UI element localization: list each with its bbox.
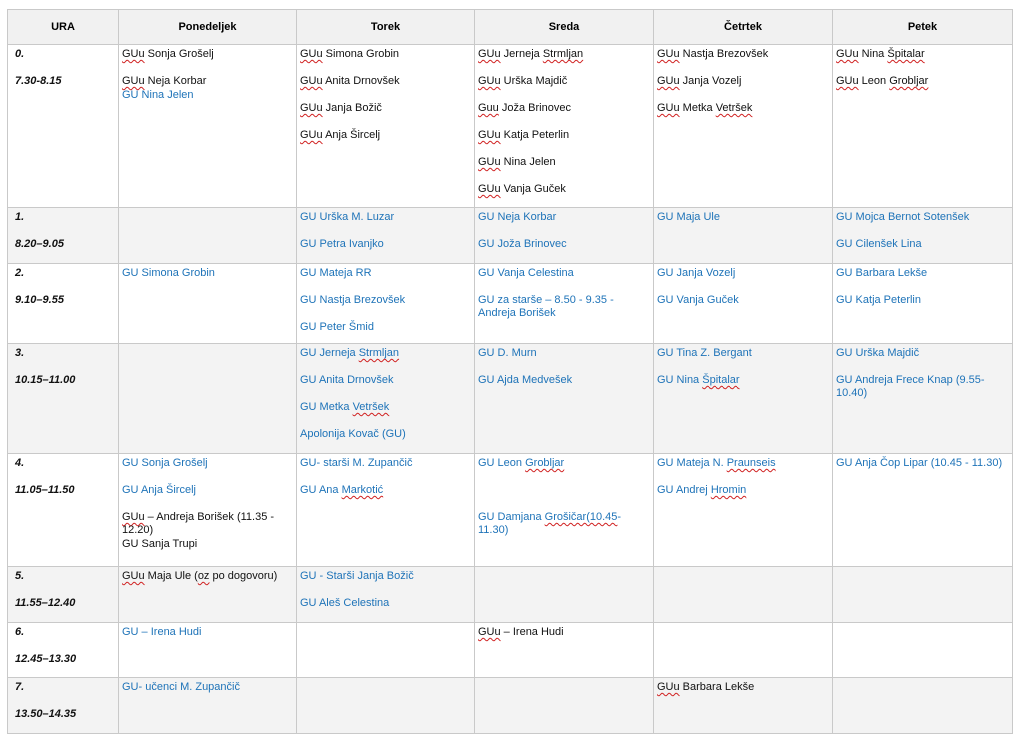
- slot-entry: GU Andreja Frece Knap (9.55-10.40): [836, 374, 985, 399]
- cell-sreda: [475, 344, 654, 454]
- slot-entry: GU Janja Vozelj: [657, 267, 736, 279]
- cell-cetrtek: [654, 45, 833, 208]
- cell-ponedeljek: [119, 264, 297, 344]
- slot-entry: GU Vanja Celestina: [478, 267, 574, 279]
- cell-petek: [833, 567, 1013, 623]
- table-row: [8, 45, 1013, 208]
- slot-entry: GUu Jerneja Strmljan: [478, 48, 584, 60]
- cell-cetrtek: [654, 567, 833, 623]
- slot-entry: GUu Simona Grobin: [300, 48, 400, 60]
- slot-entry: GU Ajda Medvešek: [478, 374, 573, 386]
- header-torek: Torek: [297, 10, 475, 45]
- slot-entry: GUu Metka Vetršek: [657, 102, 753, 114]
- slot-entry: GU Leon Grobljar: [478, 457, 565, 469]
- slot-entry: GU Metka Vetršek: [300, 401, 390, 413]
- slot-entry: GUu Sonja Grošelj: [122, 48, 214, 60]
- slot-entry: GU Sonja Grošelj: [122, 457, 208, 469]
- slot-entry: GUu Anita Drnovšek: [300, 75, 400, 87]
- period-time: 13.50–14.35: [15, 708, 77, 720]
- cell-petek: [833, 678, 1013, 734]
- slot-entry: GU Anja Šircelj: [122, 484, 196, 496]
- slot-entry: GU Nina Špitalar: [657, 374, 740, 386]
- period-time: 11.55–12.40: [15, 597, 76, 609]
- period-cell: [8, 623, 119, 678]
- table-row: [8, 264, 1013, 344]
- header-ura: URA: [8, 10, 119, 45]
- period-number: 7.: [15, 681, 25, 693]
- table-row: [8, 454, 1013, 567]
- header-petek: Petek: [833, 10, 1013, 45]
- cell-torek: [297, 454, 475, 567]
- slot-entry: GUu Katja Peterlin: [478, 129, 570, 141]
- slot-entry: GU Ana Markotić: [300, 484, 384, 496]
- slot-entry: Apolonija Kovač (GU): [300, 428, 406, 440]
- cell-cetrtek: [654, 208, 833, 264]
- period-number: 5.: [15, 570, 25, 582]
- slot-entry: GUu Urška Majdič: [478, 75, 568, 87]
- cell-sreda: [475, 678, 654, 734]
- cell-petek: [833, 623, 1013, 678]
- cell-sreda: [475, 454, 654, 567]
- slot-entry: GU Maja Ule: [657, 211, 720, 223]
- cell-petek: [833, 344, 1013, 454]
- table-row: [8, 344, 1013, 454]
- cell-petek: [833, 208, 1013, 264]
- cell-ponedeljek: [119, 45, 297, 208]
- slot-entry: GU Nina Jelen: [122, 89, 194, 101]
- slot-entry: GU Nastja Brezovšek: [300, 294, 406, 306]
- slot-entry: GU - Starši Janja Božič: [300, 570, 414, 582]
- period-number: 4.: [15, 457, 25, 469]
- slot-entry: GUu Janja Vozelj: [657, 75, 742, 87]
- slot-entry: GU Mojca Bernot Sotenšek: [836, 211, 970, 223]
- slot-entry: GUu Janja Božič: [300, 102, 382, 114]
- slot-entry: GU Jerneja Strmljan: [300, 347, 400, 359]
- slot-entry: GU- starši M. Zupančič: [300, 457, 413, 469]
- cell-cetrtek: [654, 454, 833, 567]
- slot-entry: GUu Nina Jelen: [478, 156, 556, 168]
- period-time: 12.45–13.30: [15, 653, 77, 665]
- cell-sreda: [475, 623, 654, 678]
- period-number: 3.: [15, 347, 25, 359]
- period-number: 0.: [15, 48, 25, 60]
- period-number: 1.: [15, 211, 25, 223]
- slot-entry: GU Mateja RR: [300, 267, 372, 279]
- period-cell: [8, 678, 119, 734]
- cell-sreda: [475, 264, 654, 344]
- slot-entry: GU D. Murn: [478, 347, 537, 359]
- slot-entry: GUu Maja Ule (oz po dogovoru): [122, 570, 278, 582]
- slot-entry: GUu Anja Šircelj: [300, 129, 381, 141]
- slot-entry: GU Anita Drnovšek: [300, 374, 394, 386]
- cell-cetrtek: [654, 623, 833, 678]
- slot-entry: GU Anja Čop Lipar (10.45 - 11.30): [836, 457, 1003, 469]
- slot-entry: GU Cilenšek Lina: [836, 238, 922, 250]
- cell-sreda: [475, 208, 654, 264]
- slot-entry: GU Urška Majdič: [836, 347, 920, 359]
- schedule-table: [7, 9, 1013, 734]
- cell-ponedeljek: [119, 678, 297, 734]
- cell-ponedeljek: [119, 567, 297, 623]
- slot-entry: GUu – Irena Hudi: [478, 626, 564, 638]
- period-time: 10.15–11.00: [15, 374, 76, 386]
- slot-entry: GU Katja Peterlin: [836, 294, 921, 306]
- period-number: 2.: [15, 267, 25, 279]
- slot-entry: GU Damjana Grošičar(10.45-11.30): [478, 511, 622, 536]
- period-cell: [8, 45, 119, 208]
- period-cell: [8, 344, 119, 454]
- cell-torek: [297, 208, 475, 264]
- period-time: 9.10–9.55: [15, 294, 64, 306]
- cell-petek: [833, 264, 1013, 344]
- cell-torek: [297, 45, 475, 208]
- slot-entry: GU Tina Z. Bergant: [657, 347, 752, 359]
- cell-cetrtek: [654, 678, 833, 734]
- slot-entry: GU Simona Grobin: [122, 267, 215, 279]
- slot-entry: GU Vanja Guček: [657, 294, 739, 306]
- slot-entry: GUu – Andreja Borišek (11.35 - 12.20): [122, 511, 275, 536]
- period-time: 11.05–11.50: [15, 484, 75, 496]
- cell-cetrtek: [654, 264, 833, 344]
- cell-sreda: [475, 45, 654, 208]
- cell-torek: [297, 567, 475, 623]
- table-row: [8, 208, 1013, 264]
- slot-entry: GU Barbara Lekše: [836, 267, 928, 279]
- slot-entry: GUu Nina Špitalar: [836, 48, 925, 60]
- slot-entry: GUu Barbara Lekše: [657, 681, 755, 693]
- cell-torek: [297, 344, 475, 454]
- cell-torek: [297, 623, 475, 678]
- slot-entry: GU Petra Ivanjko: [300, 238, 384, 250]
- cell-ponedeljek: [119, 454, 297, 567]
- period-cell: [8, 454, 119, 567]
- period-cell: [8, 264, 119, 344]
- period-time: 7.30-8.15: [15, 75, 62, 87]
- slot-entry: GU Neja Korbar: [478, 211, 557, 223]
- cell-ponedeljek: [119, 623, 297, 678]
- header-cetrtek: Četrtek: [654, 10, 833, 45]
- slot-entry: GU- učenci M. Zupančič: [122, 681, 240, 693]
- slot-entry: GU Aleš Celestina: [300, 597, 390, 609]
- period-time: 8.20–9.05: [15, 238, 64, 250]
- cell-sreda: [475, 567, 654, 623]
- period-number: 6.: [15, 626, 25, 638]
- table-row: [8, 678, 1013, 734]
- period-cell: [8, 567, 119, 623]
- slot-entry: GUu Vanja Guček: [478, 183, 566, 195]
- slot-entry: GU Joža Brinovec: [478, 238, 567, 250]
- slot-entry: GUu Nastja Brezovšek: [657, 48, 769, 60]
- slot-entry: GU Mateja N. Praunseis: [657, 457, 776, 469]
- cell-torek: [297, 678, 475, 734]
- cell-ponedeljek: [119, 344, 297, 454]
- header-ponedeljek: Ponedeljek: [119, 10, 297, 45]
- header-row: [8, 10, 1013, 45]
- slot-entry: Guu Joža Brinovec: [478, 102, 571, 114]
- cell-ponedeljek: [119, 208, 297, 264]
- slot-entry: GU za starše – 8.50 - 9.35 - Andreja Borišek: [478, 294, 614, 319]
- table-row: [8, 567, 1013, 623]
- slot-entry: GU Sanja Trupi: [122, 538, 198, 550]
- table-row: [8, 623, 1013, 678]
- cell-cetrtek: [654, 344, 833, 454]
- slot-entry: GU Peter Šmid: [300, 321, 374, 333]
- period-cell: [8, 208, 119, 264]
- slot-entry: GUu Neja Korbar: [122, 75, 207, 87]
- cell-torek: [297, 264, 475, 344]
- slot-entry: GU – Irena Hudi: [122, 626, 202, 638]
- slot-entry: GUu Leon Grobljar: [836, 75, 929, 87]
- slot-entry: GU Urška M. Luzar: [300, 211, 395, 223]
- cell-petek: [833, 454, 1013, 567]
- cell-petek: [833, 45, 1013, 208]
- slot-entry: GU Andrej Hromin: [657, 484, 747, 496]
- header-sreda: Sreda: [475, 10, 654, 45]
